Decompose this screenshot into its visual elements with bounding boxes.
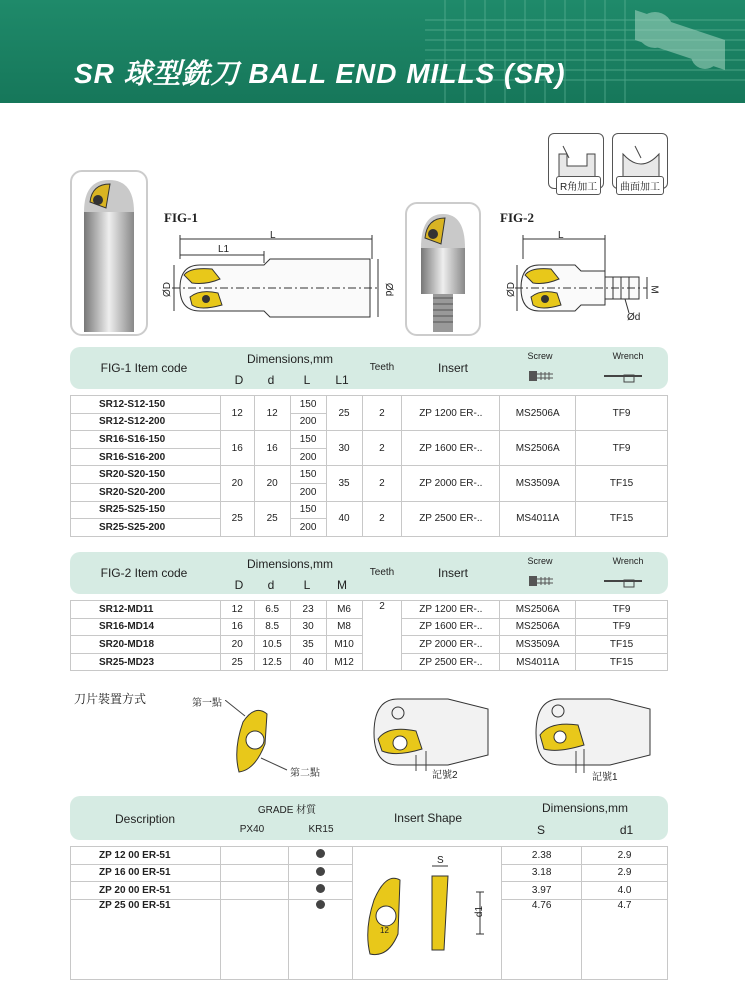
first-point-label: 第一點 [192, 698, 222, 709]
table-row: SR20-S20-150 20 20 150 35 2 ZP 2000 ER-.. MS3509A TF15 [71, 466, 668, 484]
table-row: SR16-S16-150 16 16 150 30 2 ZP 1600 ER-.. MS2506A TF9 [71, 431, 668, 449]
table2-col-L: L [303, 578, 311, 592]
mark1-label: 記號1 [592, 772, 618, 783]
table-row: SR20-MD18 20 10.5 35 M10 ZP 2000 ER-.. MS3509A TF15 [71, 636, 668, 654]
fig1-label: FIG-1 [164, 210, 198, 225]
table1 [70, 395, 668, 537]
table-row: SR16-MD14 16 8.5 30 M8 ZP 1600 ER-.. MS2506A TF9 [71, 618, 668, 636]
table-row: ZP 12 00 ER-51 2.38 2.9 [71, 847, 668, 865]
fig2-drawing [505, 225, 665, 325]
fig2-dim-D: ØD [506, 282, 517, 297]
table-row: SR20-S20-200 200 [71, 483, 668, 501]
table1-dims-header: Dimensions,mm [246, 352, 333, 366]
curved-surface-machining-label: 曲面加工 [616, 176, 664, 195]
kr15-available-dot [316, 900, 325, 909]
fig1-dim-d: Ød [383, 282, 395, 297]
fig1-dim-L: L [270, 230, 276, 241]
table-row: SR25-S25-200 200 [71, 519, 668, 537]
table-row: SR12-MD11 12 6.5 23 M6 2 ZP 1200 ER-.. MS2506A TF9 [71, 601, 668, 619]
table3-dims-header: Dimensions,mm [541, 801, 628, 815]
table-row: ZP 20 00 ER-51 3.97 4.0 [71, 882, 668, 900]
table2-col-D: D [234, 578, 244, 592]
table2-teeth-header: Teeth [369, 567, 395, 578]
table2 [70, 600, 668, 671]
table2-col-M: M [337, 578, 347, 592]
wrench-icon [602, 369, 652, 383]
second-point-label: 第二點 [290, 768, 320, 779]
wrench-icon [602, 574, 652, 588]
table1-wrench-header: Wrench [612, 351, 644, 361]
fig2-dim-L: L [558, 230, 564, 241]
table1-col-D: D [234, 373, 244, 387]
kr15-available-dot [316, 884, 325, 893]
table1-col-L1: L1 [335, 373, 349, 387]
table2-insert-header: Insert [437, 566, 468, 580]
fig2-dim-d: Ød [627, 312, 641, 323]
page-banner [0, 0, 745, 103]
table-row: SR12-S12-200 200 [71, 413, 668, 431]
insert-mark1-diagram [530, 695, 652, 785]
fig1-dim-D: ØD [162, 282, 173, 297]
table2-screw-header: Screw [527, 556, 553, 566]
insert-shape-d1-label: d1 [474, 905, 486, 918]
mark2-label: 記號2 [432, 770, 458, 781]
fig1-dim-L1: L1 [218, 244, 230, 255]
page-title: SR 球型銑刀 BALL END MILLS (SR) [74, 58, 566, 89]
table3-col-S: S [536, 823, 545, 837]
table1-screw-header: Screw [527, 351, 553, 361]
grade-kr15: KR15 [308, 824, 334, 835]
table1-insert-header: Insert [437, 361, 468, 375]
table2-dims-header: Dimensions,mm [246, 557, 333, 571]
table2-item-header: FIG-2 Item code [100, 566, 188, 580]
table-row: ZP 25 00 ER-51 4.76 4.7 [71, 899, 668, 979]
table3-grade-header: GRADE 材質 [257, 805, 317, 816]
table-row: SR12-S12-150 12 12 150 25 2 ZP 1200 ER-.. MS2506A TF9 [71, 396, 668, 414]
screw-icon [527, 574, 555, 588]
mounting-title: 刀片裝置方式 [74, 692, 147, 706]
table-row: SR16-S16-200 200 [71, 448, 668, 466]
insert-mark2-diagram [368, 695, 490, 785]
grade-px40: PX40 [239, 824, 265, 835]
table2-col-d: d [267, 578, 275, 592]
table3-shape-header: Insert Shape [393, 811, 463, 825]
table1-item-header: FIG-1 Item code [100, 361, 188, 375]
table3-desc-header: Description [114, 812, 176, 826]
fig1-drawing [160, 225, 400, 325]
fig2-label: FIG-2 [500, 210, 534, 225]
kr15-available-dot [316, 867, 325, 876]
fig2-photo [405, 202, 481, 336]
table1-col-d: d [267, 373, 275, 387]
r-corner-machining-label: R角加工 [556, 176, 601, 195]
screw-icon [527, 369, 555, 383]
insert-mark-number: 12 [380, 926, 389, 935]
kr15-available-dot [316, 849, 325, 858]
table1-teeth-header: Teeth [369, 362, 395, 373]
table1-col-L: L [303, 373, 311, 387]
table-row: SR25-S25-150 25 25 150 40 2 ZP 2500 ER-.. MS4011A TF15 [71, 501, 668, 519]
table-row: ZP 16 00 ER-51 3.18 2.9 [71, 864, 668, 882]
table3-col-d1: d1 [619, 823, 634, 837]
fig2-dim-M: M [648, 285, 660, 294]
table2-wrench-header: Wrench [612, 556, 644, 566]
fig1-photo [70, 170, 148, 336]
table-row: SR25-MD23 25 12.5 40 M12 ZP 2500 ER-.. MS4011A TF15 [71, 653, 668, 671]
insert-shape-s-label: S [437, 855, 444, 866]
